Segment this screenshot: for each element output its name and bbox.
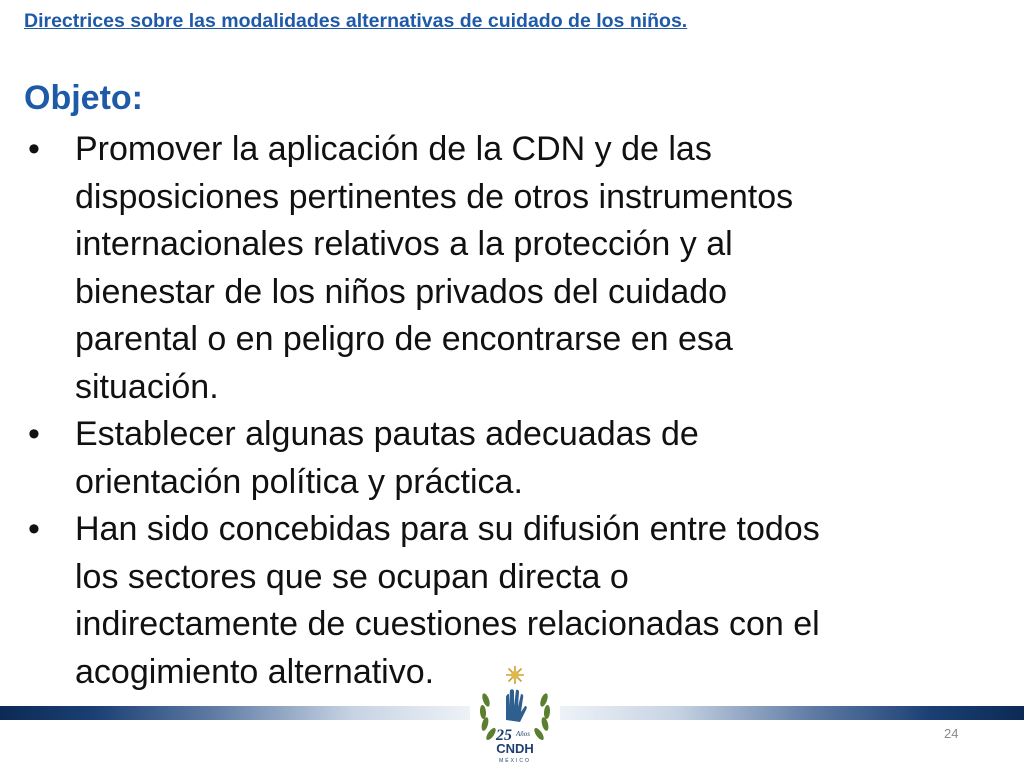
bullet-icon: • [28,415,40,453]
logo-name: CNDH [496,741,534,756]
section-heading: Objeto: [24,79,143,117]
bullet-line: los sectores que se ocupan directa o [75,557,629,596]
logo-years: Años [516,730,530,738]
bullet-list [24,126,999,696]
bullet-line: acogimiento alternativo. [75,652,435,691]
footer-band-left [0,706,470,720]
bullet-line: internacionales relativos a la protección y al [75,225,733,263]
bullet-line: orientación política y práctica. [75,462,523,501]
bullet-line: Promover la aplicación de la CDN y de las [75,130,712,168]
bullet-item [24,411,999,506]
cndh-anniversary-logo-icon [470,660,560,764]
header-link[interactable]: Directrices sobre las modalidades alternativas de cuidado de los niños. [24,10,688,32]
page-number: 24 [944,726,959,741]
bullet-line: disposiciones pertinentes de otros instrumentos [75,177,794,216]
bullet-line: parental o en peligro de encontrarse en esa [75,320,733,358]
bullet-line: indirectamente de cuestiones relacionadas con el [75,605,820,643]
bullet-icon: • [28,130,40,168]
logo-country: MÉXICO [499,758,531,764]
bullet-line: situación. [75,367,219,406]
bullet-line: bienestar de los niños privados del cuidado [75,272,728,311]
bullet-line: Establecer algunas pautas adecuadas de [75,415,699,453]
bullet-icon: • [28,510,40,548]
bullet-line: Han sido concebidas para su difusión entre todos [75,510,820,548]
bullet-item [24,126,999,411]
logo-number: 25 [496,727,512,744]
footer-band-right [560,706,1024,720]
